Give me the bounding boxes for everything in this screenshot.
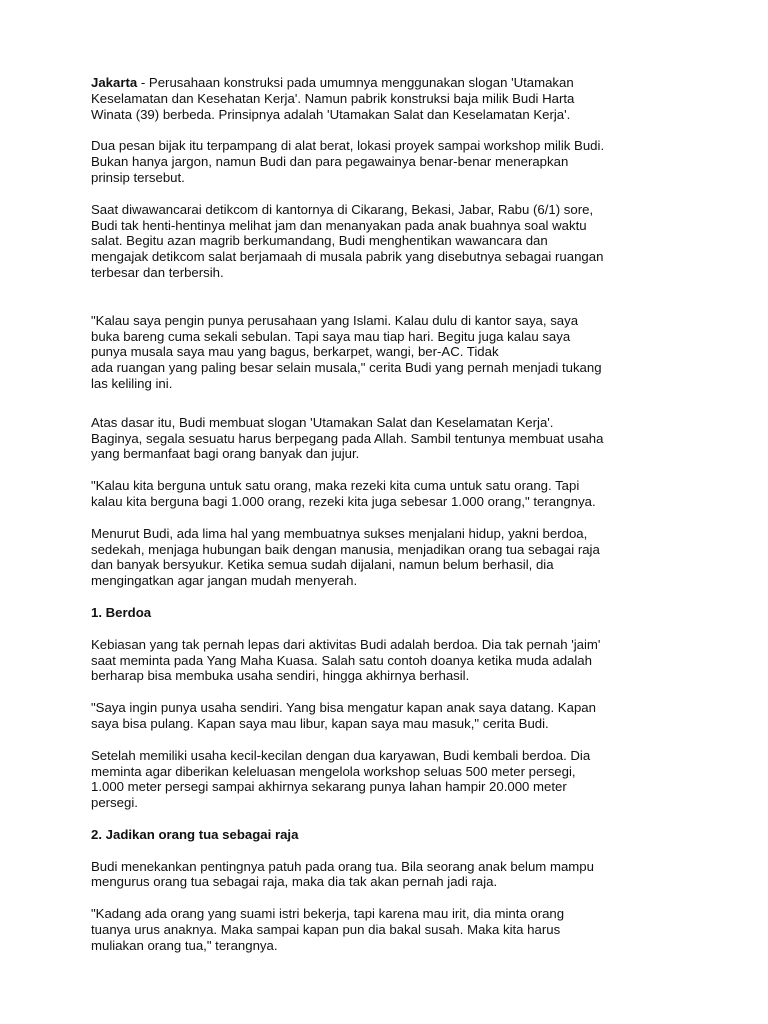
paragraph: Atas dasar itu, Budi membuat slogan 'Utamakan Salat dan Keselamatan Kerja'. Baginya, segala sesuatu harus berpegang pada Allah. Sambil tentunya membuat usaha yang bermanfaat bagi orang banyak dan jujur. [91, 414, 604, 462]
lead-text: - Perusahaan konstruksi pada umumnya menggunakan slogan 'Utamakan Keselamatan dan Kesehatan Kerja'. Namun pabrik konstruksi baja milik Budi Harta Winata (39) berbeda. Prinsipnya adalah 'Utamakan Salat dan Keselamatan Kerja'. [91, 75, 575, 122]
dateline: Jakarta [91, 75, 138, 90]
quote-paragraph: "Kalau saya pengin punya perusahaan yang Islami. Kalau dulu di kantor saya, saya buka bareng cuma sekali sebulan. Tapi saya mau tiap hari. Begitu juga kalau saya punya musala saya mau yang bagus, berkarpet, wangi, ber-AC. Tidak ada ruangan yang paling besar selain musala," cerita Budi yang pernah menjadi tukang las keliling ini. [91, 312, 602, 391]
paragraph: Menurut Budi, ada lima hal yang membuatnya sukses menjalani hidup, yakni berdoa, sedekah, menjaga hubungan baik dengan manusia, menjadikan orang tua sebagai raja dan banyak bersyukur. Ketika semua sudah dijalani, namun belum berhasil, dia mengingatkan agar jangan mudah menyerah. [91, 525, 600, 589]
section-heading: 1. Berdoa [91, 604, 152, 620]
quote-paragraph: "Kalau kita berguna untuk satu orang, maka rezeki kita cuma untuk satu orang. Tapi kalau kita berguna bagi 1.000 orang, rezeki kita juga sebesar 1.000 orang," terangnya. [91, 478, 596, 509]
paragraph: Kebiasan yang tak pernah lepas dari aktivitas Budi adalah berdoa. Dia tak pernah 'jaim' saat meminta pada Yang Maha Kuasa. Salah satu contoh doanya ketika muda adalah berharap bisa membuka usaha sendiri, hingga akhirnya berhasil. [91, 636, 601, 684]
paragraph: Setelah memiliki usaha kecil-kecilan dengan dua karyawan, Budi kembali berdoa. Dia meminta agar diberikan keleluasan mengelola workshop seluas 500 meter persegi, 1.000 meter persegi sampai akhirnya sekarang punya lahan hampir 20.000 meter persegi. [91, 747, 591, 811]
paragraph-lead [91, 75, 691, 122]
paragraph: Saat diwawancarai detikcom di kantornya di Cikarang, Bekasi, Jabar, Rabu (6/1) sore, Budi tak henti-hentinya melihat jam dan menanyakan pada anak buahnya soal waktu salat. Begitu azan magrib berkumandang, Budi menghentikan wawancara dan mengajak detikcom salat berjamaah di musala pabrik yang disebutnya sebagai ruangan terbesar dan terbersih. [91, 201, 604, 280]
quote-paragraph: "Kadang ada orang yang suami istri bekerja, tapi karena mau irit, dia minta orang tuanya urus anaknya. Maka sampai kapan pun dia bakal susah. Maka kita harus muliakan orang tua," terangnya. [91, 906, 565, 953]
paragraph: Budi menekankan pentingnya patuh pada orang tua. Bila seorang anak belum mampu mengurus orang tua sebagai raja, maka dia tak akan pernah jadi raja. [91, 858, 594, 890]
article-body [91, 75, 691, 954]
paragraph: Dua pesan bijak itu terpampang di alat berat, lokasi proyek sampai workshop milik Budi. Bukan hanya jargon, namun Budi dan para pegawainya benar-benar menerapkan prinsip tersebut. [91, 138, 605, 185]
quote-paragraph: "Saya ingin punya usaha sendiri. Yang bisa mengatur kapan anak saya datang. Kapan saya bisa pulang. Kapan saya mau libur, kapan saya mau masuk," cerita Budi. [91, 700, 596, 731]
section-heading: 2. Jadikan orang tua sebagai raja [91, 826, 299, 842]
